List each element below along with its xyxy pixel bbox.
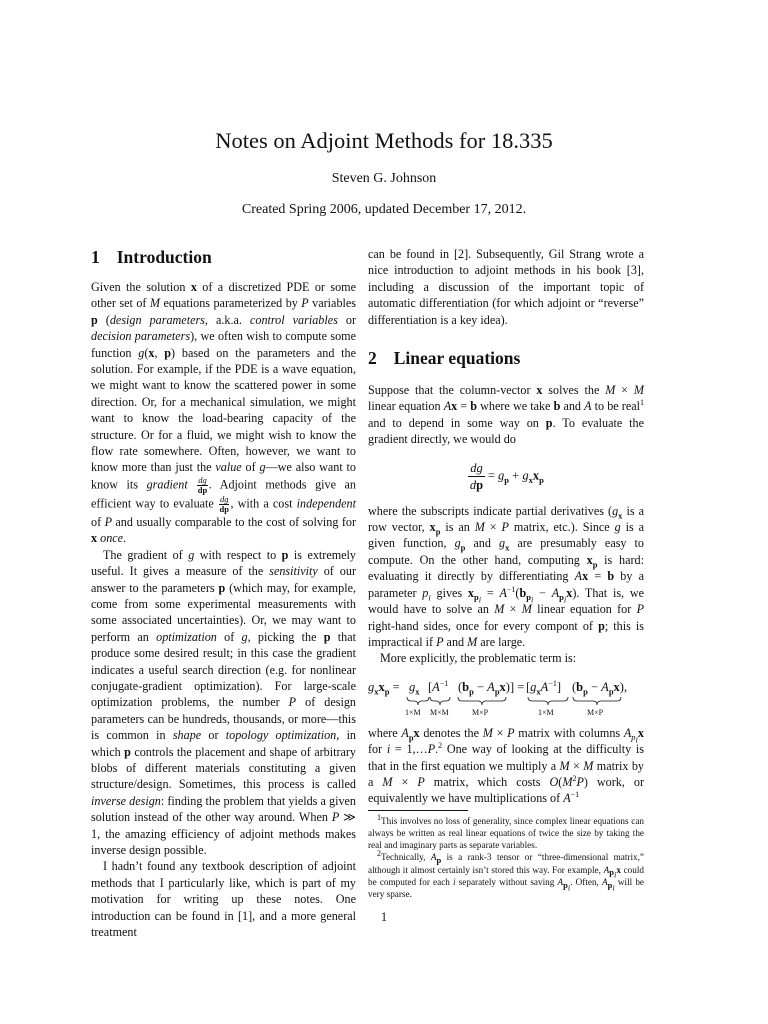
fraction-dg-dp: $\frac{dg}{dp}$: [219, 493, 229, 514]
footnote-2: $^2$Technically, $A_p$ is a rank-3 tensor or “three-dimensional matrix,” although it almost certainly isn’t stored this way. For example, $A_{p_i}x$ could be computed for each i separately without saving $A_{p_i}$. Often, $A_{p_i}$ will be very sparse.: [368, 849, 645, 899]
left-column: [91, 246, 356, 940]
intro-paragraph-1: Given the solution x of a discretized PDE or some other set of M equations parameterized by P variables p (design parameters, a.k.a. control variables or decision parameters), we often wish to compute some function g(x, p) based on the parameters and the solution. For example, if the PDE is a wave equation, we might want to know the scattered power in some direction. Or, for a mechanical simulation, we might want to know the load-bearing capacity of the structure. Or for a fluid, we might wish to know the flow rate somewhere. Often, however, we want to know more than just the value of g—we also want to know its gradient $\frac{dg}{dp}$ . Adjoint methods give an efficient way to evaluate $\frac{dg}{dp}$ , with a cost independent of P and usually comparable to the cost of solving for x once.: [91, 280, 357, 546]
date-line: Created Spring 2006, updated December 17, 2012.: [241, 202, 527, 217]
footnotes: [368, 812, 645, 900]
linear-paragraph-4: where $A_px$ denotes the M × P matrix with columns $A_{p_i}x$ for i = 1,…P.$^2$ One way of looking at the difficulty is that in the first equation we multiply a M × M matrix by a M × P matrix, which costs $O(M^2P)$ work, or equivalently we have multiplications of $A^{-1}$: [368, 725, 644, 806]
footnote-mark-1: 1: [640, 398, 645, 408]
gradient-equation: $\frac{dg}{dp}$ = $g_p + g_xx_p$: [469, 460, 544, 492]
fraction-dg-dp: $\frac{dg}{dp}$: [197, 474, 208, 495]
linear-paragraph-2: where the subscripts indicate partial derivatives ($g_x$ is a row vector, $x_p$ is an M × P matrix, etc.). Since g is a given function, $g_p$ and $g_x$ are presumably easy to compute. On the other hand, computing $x_p$ is hard: evaluating it directly by differentiating Ax = b by a parameter $p_i$ gives $x_{p_i} = A^{-1}(b_{p_i} - A_{p_i}x)$. That is, we would have to solve an M × M linear equation for P right-hand sides, once for every compont of p; this is impractical if P and M are large.: [368, 503, 645, 649]
linear-paragraph-3: More explicitly, the problematic term is:: [380, 651, 577, 666]
footnote-rule: [368, 810, 468, 811]
author: Steven G. Johnson: [331, 171, 437, 186]
section-1-heading: 1 Introduction: [91, 247, 212, 267]
page-number: 1: [380, 910, 388, 924]
footnote-1: $^1$This involves no loss of generality, since complex linear equations can always be written as real linear equations of twice the size by taking the real and imaginary parts as separate variables.: [368, 812, 644, 851]
intro-paragraph-3: I hadn’t found any textbook description of adjoint methods that I particularly like, which is part of my motivation for writing up these notes. One introduction can be found in [1], and a more general treatment: [91, 859, 356, 940]
right-column: [368, 246, 644, 900]
footnote-mark-2: 2: [438, 741, 443, 751]
linear-paragraph-1: Suppose that the column-vector x solves the M × M linear equation Ax = b where we take b and A to be real$^1$ and to depend in some way on p. To evaluate the gradient directly, we would do: [368, 383, 645, 447]
section-2-heading: 2 Linear equations: [368, 348, 521, 369]
intro-paragraph-4: can be found in [2]. Subsequently, Gil Strang wrote a nice introduction to adjoint methods in his book [3], including a discussion of the important topic of automatic differentiation (for which adjoint or “reverse” differentiation is a key idea).: [368, 247, 644, 327]
paper-title: Notes on Adjoint Methods for 18.335: [215, 128, 553, 153]
problematic-term-equation: $g_xx_p$ = $g_x$ [$A^{-1}$ $(b_p - A_px)$] = $[g_xA^{-1}]$ $(b_p - A_px)$, 1×M M×M M×P 1×M M×P: [368, 675, 644, 721]
intro-paragraph-2: The gradient of g with respect to p is extremely useful. It gives a measure of the sensitivity of our answer to the parameters p (which may, for example, come from some experimental measurements with some associated uncertainties). Or, we may want to perform an optimization of g, picking the p that produce some desired result; in this case the gradient indicates a useful search direction (e.g. for nonlinear conjugate-gradient optimization). For large-scale optimization problems, the number P of design parameters can be hundreds, thousands, or more—this is common in shape or topology optimization, in which p controls the placement and shape of arbitrary blobs of different materials constituting a given structure/design. Sometimes, this process is called inverse design: finding the problem that yields a given solution instead of the other way around. When P ≫ 1, the amazing efficiency of adjoint methods makes inverse design possible.: [91, 547, 357, 857]
